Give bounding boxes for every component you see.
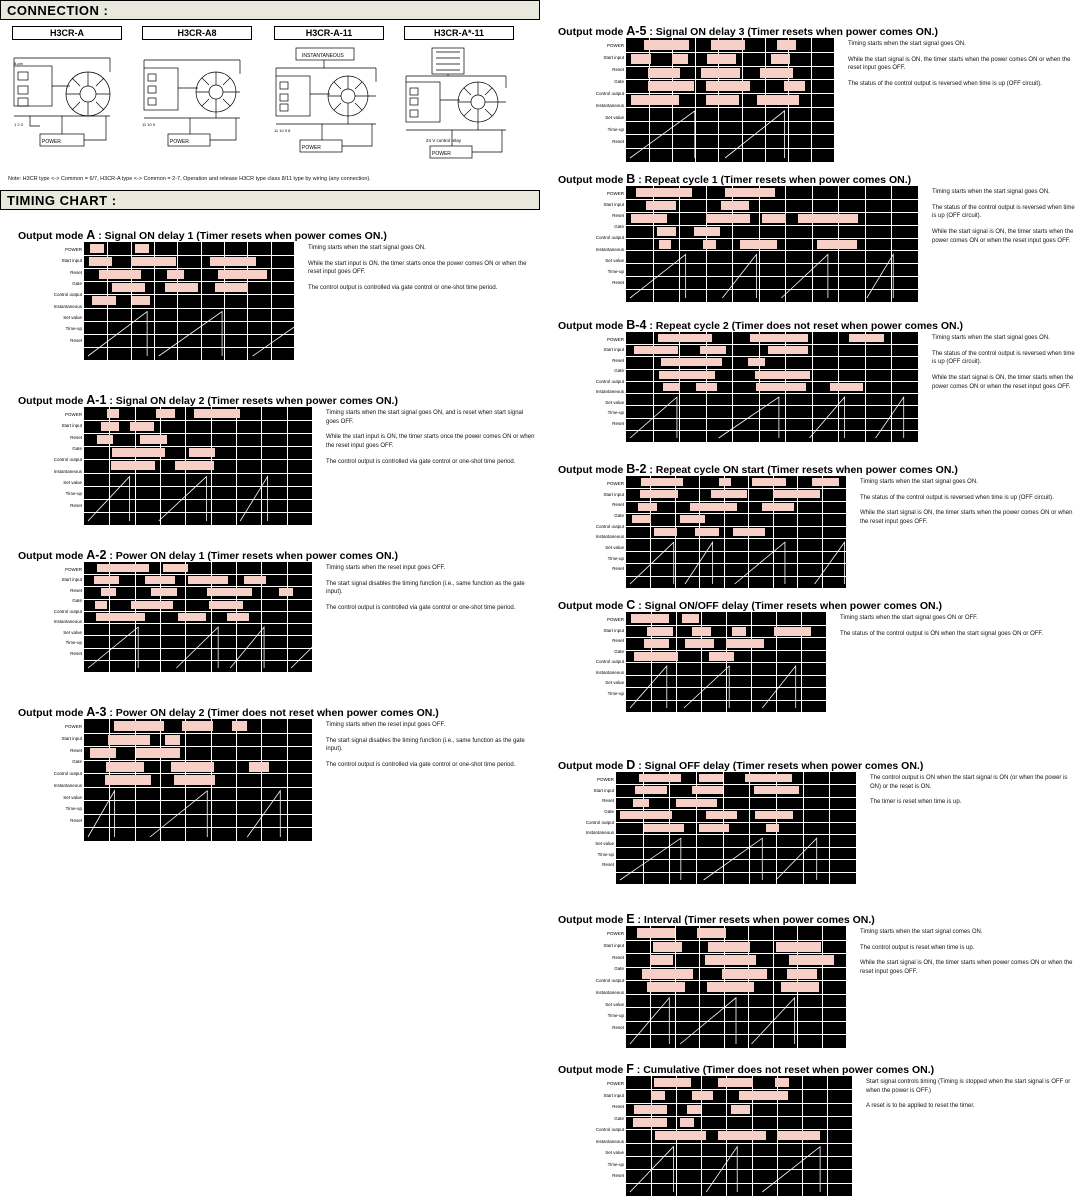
- chart-note: While the start input is ON, the timer starts once the power comes ON or when the reset input goes OFF.: [308, 260, 527, 276]
- chart-notes: [932, 334, 1076, 398]
- chart-title-prefix: Output mode: [18, 395, 87, 407]
- row-label: Start input: [61, 258, 82, 264]
- row-label: Start input: [593, 787, 614, 793]
- timing-chart-block-mode-e: [558, 912, 1080, 1031]
- chart-notes: [848, 40, 1076, 96]
- row-label: Reset: [602, 862, 614, 868]
- timing-waveform-area: [626, 476, 846, 588]
- waveform-row-labels: [580, 772, 614, 884]
- row-label: Set value: [605, 1001, 624, 1007]
- svg-text:11 10 9 8: 11 10 9 8: [274, 128, 291, 133]
- timing-waveform-area: [84, 562, 312, 672]
- connection-section-header: CONNECTION :: [0, 0, 540, 20]
- chart-title: [18, 705, 540, 719]
- chart-notes: [326, 409, 536, 473]
- timing-waveform-area: [84, 242, 294, 360]
- row-label: Set value: [63, 629, 82, 635]
- chart-note: The status of the control output is ON when the start signal goes ON or OFF.: [840, 630, 1044, 637]
- chart-title: [558, 462, 1080, 476]
- waveform-row-labels: [590, 1076, 624, 1196]
- waveform-row-labels: [590, 612, 624, 712]
- chart-mode-letter: B-2: [626, 462, 647, 476]
- connection-art-1: [140, 46, 252, 156]
- waveform-row-labels: [48, 242, 82, 360]
- timing-waveform-area: [84, 407, 312, 525]
- chart-title-prefix: Output mode: [18, 707, 87, 719]
- row-label: POWER: [606, 931, 624, 936]
- chart-note: Timing starts when the start signal goes ON.: [860, 479, 978, 485]
- chart-note: The status of the control output is reversed when time is up (OFF circuit).: [932, 204, 1075, 220]
- chart-notes: [870, 774, 1076, 814]
- row-label: Time-up: [607, 410, 624, 416]
- row-label: Instantaneous: [595, 246, 624, 252]
- chart-title-prefix: Output mode: [558, 174, 627, 186]
- row-label: Control output: [595, 235, 624, 241]
- row-label: POWER: [606, 1081, 624, 1086]
- row-label: Time-up: [597, 851, 614, 857]
- chart-note: Timing starts when the start signal goes ON or OFF.: [840, 615, 978, 621]
- row-label: Gate: [614, 966, 624, 972]
- row-label: Set value: [605, 1150, 624, 1156]
- chart-title-rest: : Signal ON/OFF delay (Timer resets when power comes ON.): [635, 600, 942, 612]
- chart-note: The control output is reset when time is up.: [860, 944, 975, 951]
- chart-mode-letter: A-1: [86, 393, 107, 407]
- chart-title-rest: : Interval (Timer resets when power comes ON.): [634, 914, 875, 926]
- chart-title-rest: : Repeat cycle 1 (Timer resets when power comes ON.): [635, 174, 912, 186]
- svg-text:11 10 9: 11 10 9: [142, 122, 156, 127]
- timing-chart-block-mode-a1: [18, 393, 540, 508]
- chart-notes: [326, 564, 536, 620]
- row-label: Time-up: [65, 806, 82, 812]
- row-label: Time-up: [607, 268, 624, 274]
- row-label: Reset: [612, 502, 624, 508]
- timing-waveform-area: [626, 186, 918, 302]
- row-label: Instantaneous: [595, 103, 624, 108]
- row-label: Start input: [603, 347, 624, 353]
- chart-note: The timer is reset when time is up.: [870, 799, 962, 806]
- chart-note: The status of the control output is reversed when time is up (OFF circuit).: [860, 494, 1054, 501]
- row-label: POWER: [64, 567, 82, 572]
- row-label: Gate: [614, 1115, 624, 1121]
- chart-note: Timing starts when the start signal goes ON.: [932, 335, 1050, 341]
- row-label: Gate: [614, 224, 624, 230]
- row-label: Gate: [72, 598, 82, 604]
- chart-note: While the start signal is ON, the timer starts when power comes ON or when the reset input goes OFF.: [860, 960, 1073, 976]
- row-label: Reset: [612, 1025, 624, 1031]
- waveform-row-labels: [590, 926, 624, 1048]
- row-label: Set value: [605, 115, 624, 120]
- row-label: Start input: [603, 1092, 624, 1098]
- svg-text:POWER: POWER: [432, 151, 451, 157]
- chart-note: While the start input is ON, the timer starts once the power comes ON or when the reset input goes OFF.: [326, 434, 535, 450]
- chart-title-prefix: Output mode: [558, 320, 627, 332]
- row-label: Control output: [585, 819, 614, 825]
- row-label: Reset: [612, 954, 624, 960]
- row-label: Reset: [602, 798, 614, 804]
- chart-note: A reset is to be applied to reset the timer.: [866, 1103, 975, 1110]
- waveform-row-labels: [590, 38, 624, 162]
- svg-text:INSTANTANEOUS: INSTANTANEOUS: [302, 53, 344, 59]
- chart-title: [18, 393, 540, 407]
- connection-diagrams: [8, 26, 528, 186]
- row-label: Gate: [614, 79, 624, 84]
- timing-waveform-area: [626, 38, 834, 162]
- row-label: Reset: [612, 279, 624, 285]
- chart-notes: [840, 614, 1076, 645]
- chart-title-prefix: Output mode: [558, 600, 627, 612]
- row-label: Start input: [603, 55, 624, 60]
- row-label: Gate: [614, 513, 624, 518]
- row-label: Reset: [70, 337, 82, 343]
- chart-note: The control output is ON when the start signal is ON (or when the power is ON) or the reset is ON.: [870, 775, 1068, 790]
- chart-note: Timing starts when the start signal goes ON.: [932, 189, 1050, 195]
- row-label: Instantaneous: [53, 619, 82, 625]
- chart-title-rest: : Repeat cycle 2 (Timer does not reset when power comes ON.): [646, 320, 964, 332]
- row-label: Control output: [595, 659, 624, 664]
- waveform-row-labels: [48, 562, 82, 672]
- chart-title-rest: : Cumulative (Timer does not reset when power comes ON.): [633, 1064, 935, 1076]
- row-label: Time-up: [65, 326, 82, 332]
- row-label: Reset: [612, 566, 624, 572]
- row-label: Control output: [53, 608, 82, 614]
- row-label: Reset: [612, 139, 624, 144]
- row-label: Reset: [612, 638, 624, 643]
- row-label: Time-up: [65, 640, 82, 646]
- row-label: Instantaneous: [595, 989, 624, 995]
- row-label: Reset: [70, 650, 82, 656]
- chart-note: The start signal disables the timing function (i.e., same function as the gate input).: [326, 737, 525, 753]
- row-label: POWER: [606, 191, 624, 196]
- chart-title-rest: : Signal ON delay 3 (Timer resets when power comes ON.): [646, 26, 938, 38]
- row-label: Start input: [603, 942, 624, 948]
- chart-notes: [932, 188, 1076, 252]
- chart-mode-letter: E: [626, 912, 635, 926]
- chart-title-rest: : Signal ON delay 1 (Timer resets when power comes ON.): [95, 230, 387, 242]
- row-label: Reset: [70, 587, 82, 593]
- row-label: Reset: [70, 818, 82, 824]
- row-label: Time-up: [607, 555, 624, 561]
- connection-box-label-1: H3CR-A8: [142, 26, 252, 40]
- row-label: Reset: [70, 434, 82, 440]
- chart-note: While the start signal is ON, the timer starts when the power comes ON or when the reset input goes OFF.: [932, 229, 1074, 244]
- row-label: Instantaneous: [585, 830, 614, 836]
- row-label: Control output: [53, 292, 82, 298]
- timing-waveform-area: [626, 612, 826, 712]
- timing-chart-block-mode-b: [558, 172, 1080, 285]
- row-label: Time-up: [607, 690, 624, 696]
- chart-note: Timing starts when the reset input goes OFF.: [326, 565, 446, 571]
- row-label: Instantaneous: [53, 782, 82, 788]
- row-label: POWER: [606, 43, 624, 48]
- chart-note: Start signal controls timing (Timing is stopped when the start signal is OFF or when the power is OFF.): [866, 1079, 1071, 1094]
- svg-text:POWER: POWER: [302, 145, 321, 151]
- row-label: POWER: [606, 337, 624, 342]
- chart-mode-letter: A-3: [86, 705, 107, 719]
- row-label: Control output: [595, 1127, 624, 1133]
- timing-chart-block-mode-a: [18, 228, 540, 343]
- chart-title-prefix: Output mode: [18, 550, 87, 562]
- timing-chart-block-mode-f: [558, 1062, 1080, 1179]
- waveform-row-labels: [48, 407, 82, 525]
- row-label: Start input: [61, 577, 82, 583]
- timing-chart-block-mode-a5: [558, 24, 1080, 144]
- chart-title-prefix: Output mode: [558, 26, 627, 38]
- connection-box-label-2: H3CR-A-11: [274, 26, 384, 40]
- row-label: Reset: [612, 357, 624, 363]
- connection-art-2: [272, 46, 384, 156]
- row-label: Reset: [612, 1173, 624, 1179]
- chart-mode-letter: F: [626, 1062, 634, 1076]
- waveform-row-labels: [590, 332, 624, 442]
- row-label: Instantaneous: [595, 1138, 624, 1144]
- chart-notes: [860, 928, 1076, 984]
- chart-note: While the start signal is ON, the timer starts when the power comes ON or when the reset input goes OFF.: [848, 56, 1071, 72]
- chart-notes: [326, 721, 536, 777]
- svg-text:1 2 3: 1 2 3: [14, 122, 23, 127]
- row-label: Set value: [605, 545, 624, 550]
- row-label: Set value: [605, 399, 624, 405]
- chart-note: The start signal disables the timing function (i.e., same function as the gate input).: [326, 580, 525, 596]
- row-label: Instantaneous: [595, 389, 624, 395]
- chart-note: The control output is controlled via gate control or one-shot time period.: [326, 605, 516, 612]
- chart-note: While the start signal is ON, the timer starts when the power comes ON or when the reset input goes OFF.: [932, 375, 1074, 390]
- row-label: Reset: [70, 747, 82, 753]
- chart-notes: [860, 478, 1076, 534]
- chart-title: [558, 318, 1080, 332]
- row-label: Gate: [72, 759, 82, 765]
- chart-mode-letter: B: [626, 172, 636, 186]
- row-label: POWER: [64, 247, 82, 252]
- connection-note: Note: H3CR type <-> Common = 6/7, H3CR-A type <-> Common = 2-7, Operation and release H3CR type class 8/11 type by wiring (any connection).: [8, 176, 371, 182]
- row-label: Set value: [63, 480, 82, 485]
- chart-mode-letter: A-5: [626, 24, 647, 38]
- chart-note: The control output is controlled via gate control or one-shot time period.: [326, 762, 516, 769]
- chart-title: [558, 912, 1080, 926]
- row-label: Reset: [612, 1104, 624, 1110]
- row-label: Instantaneous: [53, 468, 82, 474]
- chart-title: [558, 1062, 1080, 1076]
- chart-title-prefix: Output mode: [558, 1064, 627, 1076]
- row-label: Set value: [605, 257, 624, 263]
- row-label: Control output: [595, 523, 624, 529]
- chart-notes: [308, 244, 536, 300]
- chart-title-prefix: Output mode: [558, 760, 627, 772]
- chart-title-rest: : Signal OFF delay (Timer resets when power comes ON.): [635, 760, 924, 772]
- chart-title: [558, 758, 1080, 772]
- connection-art-3: [402, 46, 514, 156]
- row-label: Start input: [603, 627, 624, 633]
- timing-chart-block-mode-b2: [558, 462, 1080, 572]
- row-label: Gate: [614, 648, 624, 654]
- svg-text:POWER: POWER: [170, 139, 189, 145]
- row-label: Instantaneous: [53, 303, 82, 309]
- chart-notes: [866, 1078, 1076, 1118]
- chart-note: Timing starts when the start signal goes ON.: [848, 41, 966, 47]
- chart-title-prefix: Output mode: [558, 914, 627, 926]
- chart-title: [558, 172, 1080, 186]
- timing-chart-block-mode-c: [558, 598, 1080, 696]
- row-label: Reset: [612, 213, 624, 219]
- timing-section-header: TIMING CHART :: [0, 190, 540, 210]
- row-label: Control output: [53, 771, 82, 777]
- chart-note: Timing starts when the reset input goes OFF.: [326, 722, 446, 728]
- chart-title-rest: : Repeat cycle ON start (Timer resets when power comes ON.): [646, 464, 958, 476]
- timing-chart-block-mode-a2: [18, 548, 540, 656]
- row-label: POWER: [64, 412, 82, 417]
- row-label: Control output: [595, 91, 624, 96]
- row-label: Gate: [72, 281, 82, 286]
- chart-note: Timing starts when the start signal goes ON.: [308, 245, 426, 251]
- chart-note: Timing starts when the start signal comes ON.: [860, 929, 983, 935]
- row-label: Time-up: [607, 1161, 624, 1167]
- row-label: Instantaneous: [595, 669, 624, 675]
- row-label: Start input: [603, 202, 624, 208]
- chart-title-prefix: Output mode: [558, 464, 627, 476]
- row-label: Start input: [61, 423, 82, 429]
- row-label: Control output: [595, 378, 624, 384]
- row-label: Gate: [604, 809, 614, 814]
- row-label: Time-up: [65, 491, 82, 497]
- connection-box-label-0: H3CR-A: [12, 26, 122, 40]
- chart-mode-letter: D: [626, 758, 636, 772]
- row-label: Gate: [72, 446, 82, 451]
- row-label: Gate: [614, 368, 624, 374]
- row-label: Start input: [603, 491, 624, 497]
- timing-chart-block-mode-a3: [18, 705, 540, 824]
- chart-mode-letter: B-4: [626, 318, 647, 332]
- chart-note: The status of the control output is reversed when time is up (OFF circuit).: [932, 350, 1075, 366]
- connection-box-label-3: H3CR-A*-11: [404, 26, 514, 40]
- connection-art-0: [10, 46, 122, 156]
- row-label: Reset: [70, 502, 82, 508]
- chart-title: [18, 228, 540, 242]
- row-label: Reset: [612, 420, 624, 426]
- chart-title: [558, 598, 1080, 612]
- timing-waveform-area: [84, 719, 312, 841]
- chart-title-prefix: Output mode: [18, 230, 87, 242]
- row-label: Time-up: [607, 127, 624, 132]
- chart-note: Timing starts when the start signal goes ON, and is reset when start signal goes OFF.: [326, 410, 524, 425]
- svg-text:POWER: POWER: [42, 139, 61, 145]
- timing-waveform-area: [626, 1076, 852, 1196]
- svg-text:24 V control relay: 24 V control relay: [426, 138, 462, 143]
- row-label: Time-up: [607, 1013, 624, 1019]
- chart-title: [18, 548, 540, 562]
- chart-mode-letter: A: [86, 228, 96, 242]
- waveform-row-labels: [590, 186, 624, 302]
- chart-title-rest: : Signal ON delay 2 (Timer resets when power comes ON.): [106, 395, 398, 407]
- chart-title-rest: : Power ON delay 2 (Timer does not reset when power comes ON.): [106, 707, 439, 719]
- timing-waveform-area: [616, 772, 856, 884]
- row-label: POWER: [64, 724, 82, 729]
- chart-note: While the start signal is ON, the timer starts when the power comes ON or when the reset input goes OFF.: [860, 510, 1073, 526]
- chart-title: [558, 24, 1080, 38]
- chart-note: The control output is controlled via gate control or one-shot time period.: [308, 285, 498, 292]
- row-label: Set value: [63, 794, 82, 800]
- timing-chart-block-mode-d: [558, 758, 1080, 868]
- row-label: Control output: [53, 457, 82, 463]
- row-label: Reset: [612, 67, 624, 72]
- timing-waveform-area: [626, 332, 918, 442]
- waveform-row-labels: [48, 719, 82, 841]
- timing-waveform-area: [626, 926, 846, 1048]
- row-label: POWER: [606, 481, 624, 486]
- chart-note: The status of the control output is reversed when time is up (OFF circuit).: [848, 81, 1042, 88]
- row-label: Set value: [605, 680, 624, 685]
- waveform-row-labels: [590, 476, 624, 588]
- row-label: Control output: [595, 978, 624, 984]
- row-label: Start input: [61, 735, 82, 741]
- row-label: Instantaneous: [595, 534, 624, 540]
- chart-title-rest: : Power ON delay 1 (Timer resets when power comes ON.): [106, 550, 398, 562]
- svg-text:8-pin: 8-pin: [14, 61, 23, 66]
- chart-mode-letter: A-2: [86, 548, 107, 562]
- row-label: Set value: [595, 841, 614, 846]
- row-label: Set value: [63, 315, 82, 320]
- timing-chart-block-mode-b4: [558, 318, 1080, 426]
- row-label: POWER: [596, 777, 614, 782]
- row-label: POWER: [606, 617, 624, 622]
- row-label: Reset: [70, 269, 82, 275]
- chart-note: The control output is controlled via gate control or one-shot time period.: [326, 458, 516, 465]
- chart-mode-letter: C: [626, 598, 636, 612]
